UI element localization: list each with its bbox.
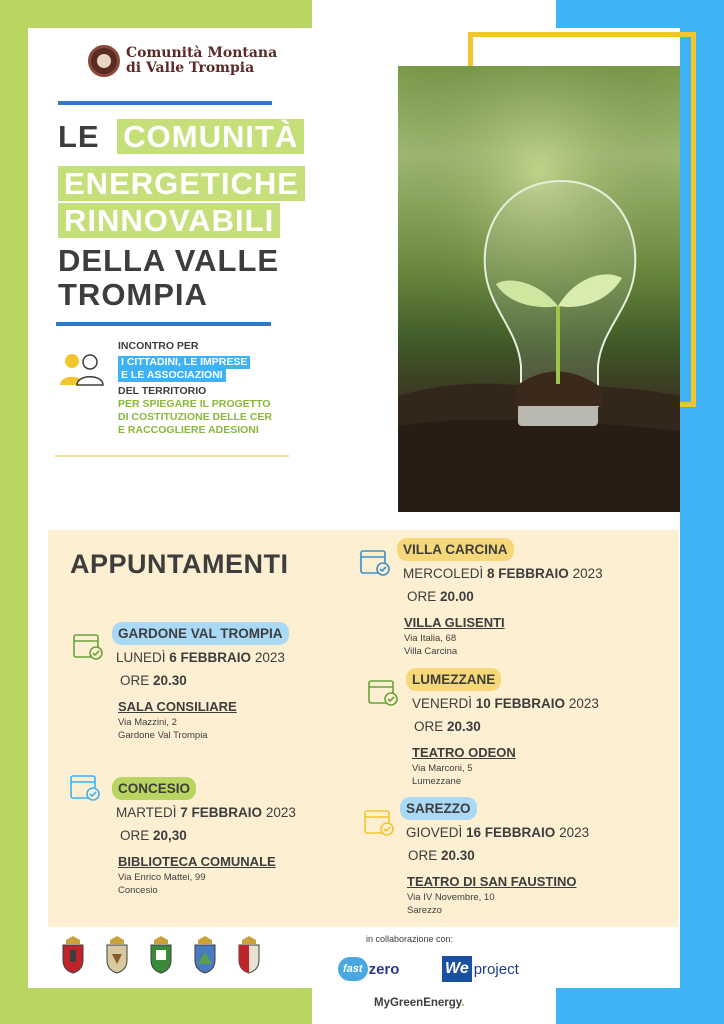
event-lumezzane: [406, 668, 599, 788]
event-venue: TEATRO ODEON: [412, 745, 516, 760]
event-place: SAREZZO: [400, 797, 477, 820]
title-line-2: ENERGETICHE: [58, 167, 305, 201]
event-date: GIOVEDÌ 16 FEBBRAIO 2023: [406, 825, 590, 840]
seal-icon: [88, 45, 120, 77]
event-time: ORE 20.00: [407, 589, 474, 604]
event-date: MARTEDÌ 7 FEBBRAIO 2023: [116, 805, 296, 820]
crest-icon: [60, 936, 86, 974]
event-sarezzo: [400, 797, 589, 917]
event-place: GARDONE VAL TROMPIA: [112, 622, 289, 645]
event-address: Via Italia, 68 Villa Carcina: [404, 633, 458, 657]
collaboration-label: in collaborazione con:: [366, 934, 454, 944]
lightbulb-plant-image: [398, 66, 680, 512]
event-date: VENERDÌ 10 FEBBRAIO 2023: [412, 696, 599, 711]
event-address: Via Enrico Mattei, 99 Concesio: [118, 872, 206, 896]
municipal-crests: [60, 936, 262, 974]
event-date: LUNEDÌ 6 FEBBRAIO 2023: [116, 650, 285, 665]
event-place: LUMEZZANE: [406, 668, 501, 691]
calendar-check-icon: [360, 548, 390, 576]
people-icon: [58, 352, 106, 386]
event-date: MERCOLEDÌ 8 FEBBRAIO 2023: [403, 566, 603, 581]
event-venue: BIBLIOTECA COMUNALE: [118, 854, 276, 869]
logo-text: Comunità Montana di Valle Trompia: [126, 45, 278, 76]
intro-text: INCONTRO PER I CITTADINI, LE IMPRESE E LE ASSOCIAZIONI DEL TERRITORIO PER SPIEGARE IL PROGETTO DI COSTITUZIONE DELLE CER E RACCOGLIERE ADESIONI: [118, 340, 273, 436]
divider-middle: [56, 322, 271, 326]
lightbulb-plant-photo: [398, 66, 680, 512]
crest-icon: [192, 936, 218, 974]
crest-icon: [236, 936, 262, 974]
event-time: ORE 20.30: [120, 673, 187, 688]
event-time: ORE 20.30: [408, 848, 475, 863]
calendar-check-icon: [73, 632, 103, 660]
title-line-4: DELLA VALLE: [58, 243, 280, 278]
event-villa-carcina: [397, 538, 603, 658]
event-venue: VILLA GLISENTI: [404, 615, 505, 630]
calendar-check-icon: [364, 808, 394, 836]
crest-icon: [104, 936, 130, 974]
divider-top: [58, 101, 272, 105]
weproject-logo: We project: [442, 956, 519, 982]
event-address: Via IV Novembre, 10 Sarezzo: [407, 892, 495, 916]
event-venue: TEATRO DI SAN FAUSTINO: [407, 874, 577, 889]
divider-yellow: [55, 455, 289, 457]
event-venue: SALA CONSILIARE: [118, 699, 237, 714]
event-time: ORE 20.30: [414, 719, 481, 734]
appointments-heading: APPUNTAMENTI: [70, 549, 289, 579]
event-address: Via Marconi, 5 Lumezzane: [412, 763, 473, 787]
calendar-check-icon: [368, 678, 398, 706]
title-line-5: TROMPIA: [58, 277, 208, 312]
event-place: CONCESIO: [112, 777, 196, 800]
event-place: VILLA CARCINA: [397, 538, 514, 561]
event-gardone: [112, 622, 289, 742]
event-concesio: [112, 777, 296, 897]
title-line-1: LE COMUNITÀ: [58, 120, 304, 154]
event-address: Via Mazzini, 2 Gardone Val Trompia: [118, 717, 208, 741]
event-time: ORE 20,30: [120, 828, 187, 843]
calendar-check-icon: [70, 773, 100, 801]
crest-icon: [148, 936, 174, 974]
mygreenenergy-logo: MyGreenEnergy.: [374, 997, 465, 1009]
logo: [88, 45, 277, 77]
fastzero-logo: fast zero: [338, 957, 399, 981]
title-line-3: RINNOVABILI: [58, 204, 280, 238]
